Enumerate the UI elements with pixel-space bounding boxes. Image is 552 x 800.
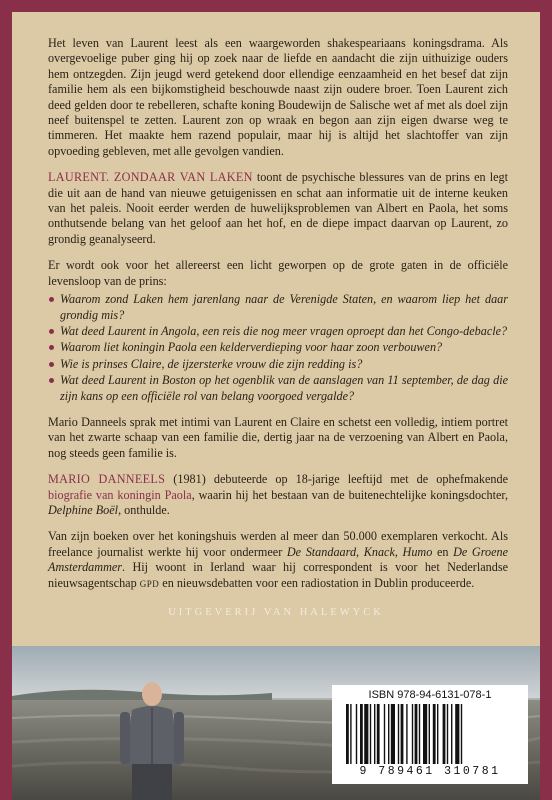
book-paragraph — [48, 170, 508, 247]
barcode-bar — [423, 704, 427, 764]
barcode-bar — [451, 704, 452, 764]
barcode-bar — [356, 704, 357, 764]
barcode-bar — [377, 704, 380, 764]
publication-name: Humo — [402, 544, 433, 559]
author-text-1: (1981) debuteerde op 18-jarige leeftijd met de ophefmakende — [165, 472, 508, 487]
barcode-bar — [391, 704, 395, 764]
barcode-bar — [350, 704, 351, 764]
barcode-bar — [370, 704, 371, 764]
barcode-digits: 9 789461 310781 — [359, 765, 501, 778]
list-item: Waarom zond Laken hem jarenlang naar de Verenigde Staten, en waarom liep het daar grondig mis? — [48, 292, 508, 323]
isbn-label: ISBN 978-94-6131-078-1 — [368, 689, 492, 701]
barcode-bar — [398, 704, 399, 764]
barcode-bar — [443, 704, 446, 764]
author-paragraph — [48, 472, 508, 518]
list-item: Wat deed Laurent in Angola, een reis die nog meer vragen oproept dan het Congo-debacle? — [48, 324, 508, 339]
publication-name: De Groene Amsterdammer — [48, 544, 509, 575]
barcode-bar — [419, 704, 420, 764]
books-text-2: . Hij woont in Ierland waar hij correspondent is voor het Nederlandse nieuwsagentschap — [48, 560, 508, 590]
barcode-bar — [374, 704, 375, 764]
list-item: Wat deed Laurent in Boston op het ogenblik van de aanslagen van 11 september, de dag die zijn kans op een officiële rol van belang voorgoed vergalde? — [48, 373, 508, 404]
barcode-bar — [433, 704, 436, 764]
publisher-name: UITGEVERIJ VAN HALEWYCK — [168, 607, 384, 618]
books-text-1: Van zijn boeken over het koningshuis werden al meer dan 50.000 exemplaren verkocht. Als freelance journalist werkte hij voor ondermeer — [48, 529, 508, 559]
author-text-2: , waarin hij het bestaan van de buitenechtelijke koningsdochter, — [191, 487, 508, 502]
author-text-3: , onthulde. — [118, 502, 170, 517]
barcode-bar — [346, 704, 349, 764]
right-border — [540, 0, 552, 800]
barcode-bar — [401, 704, 404, 764]
barcode-bar — [384, 704, 385, 764]
separator: , — [356, 544, 364, 559]
delphine-name: Delphine Boël — [48, 502, 119, 517]
gpd-abbrev: gpd — [139, 575, 160, 590]
blurb-text — [48, 36, 508, 602]
barcode-bar — [360, 704, 363, 764]
barcode-bar — [429, 704, 430, 764]
barcode-bars — [346, 704, 514, 764]
top-border — [0, 0, 552, 12]
question-list — [48, 292, 508, 404]
list-item: Wie is prinses Claire, de ijzersterke vrouw die zijn redding is? — [48, 357, 508, 372]
separator: , — [394, 544, 403, 559]
publication-name: De Standaard — [286, 544, 357, 559]
barcode-bar — [388, 704, 389, 764]
book-title: LAURENT. ZONDAAR VAN LAKEN — [48, 170, 253, 185]
barcode-bar — [364, 704, 368, 764]
barcode-bar — [415, 704, 418, 764]
books-text-3: en nieuwsdebatten voor een radiostation in Dublin produceerde. — [159, 575, 475, 590]
portrait-paragraph: Mario Danneels sprak met intimi van Laurent en Claire en schetst een volledig, intiem portret van het zwarte schaap van een familie die, dertig jaar na de verzoening van Albert en Paola, nog steeds geen familie is. — [48, 414, 508, 460]
barcode-bar — [437, 704, 438, 764]
barcode — [332, 685, 528, 784]
left-border — [0, 0, 12, 800]
barcode-bar — [461, 704, 462, 764]
questions-intro: Er wordt ook voor het allereerst een licht geworpen op de grote gaten in de officiële levensloop van de prins: — [48, 258, 508, 288]
barcode-bar — [406, 704, 407, 764]
separator: en — [432, 544, 454, 559]
barcode-bar — [412, 704, 413, 764]
book-paragraph-text: toont de psychische blessures van de prins en legt die uit aan de hand van nieuwe getuigenissen en schat aan informatie uit de interne keuken van het paleis. Nooit eerder werden de huwelijksproblemen van Albert en Paola, het soms onthutsende belang van het geloof aan het hof, en de diepe impact daarvan op Laurent, zo grondig geanalyseerd. — [48, 170, 508, 246]
biography-link[interactable]: biografie van koningin Paola — [48, 487, 192, 502]
list-item: Waarom liet koningin Paola een kelderverdieping voor haar zoon verbouwen? — [48, 340, 508, 355]
publication-name: Knack — [363, 544, 395, 559]
barcode-bar — [447, 704, 448, 764]
barcode-bar — [455, 704, 459, 764]
intro-paragraph: Het leven van Laurent leest als een waargeworden shakespeariaans koningsdrama. Als overgevoelige puber ging hij op zoek naar de liefde en aandacht die zijn uithuizige ouders hem ontzegden. Zijn jeugd werd getekend door ellendige eenzaamheid en het besef dat zijn familie hem als een bijkomstigheid beschouwde naast zijn oudere broer. Toen Laurent zich deed gelden door te rebelleren, schafte koning Boudewijn de Salische wet af met als doel zijn neef buitenspel te zetten. Laurent zon op wraak en begon aan zijn eigen dwarse weg te timmeren. Het maakte hem razend populair, maar hij is altijd het slachtoffer van zijn opvoeding gebleven, met alle gevolgen vandien. — [48, 36, 508, 158]
author-name: MARIO DANNEELS — [48, 472, 166, 487]
books-paragraph — [48, 529, 508, 591]
